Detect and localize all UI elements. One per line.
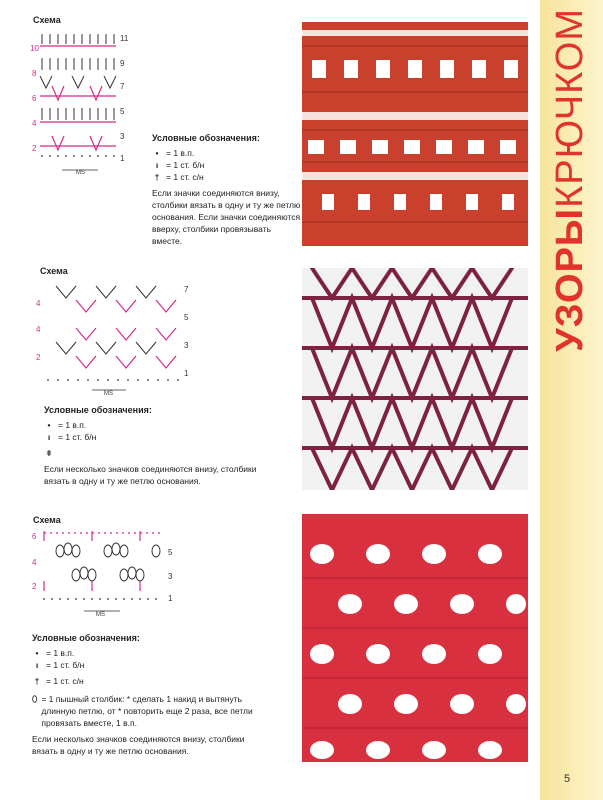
row-number: 3: [120, 132, 125, 141]
row-number: 7: [184, 285, 189, 294]
row-number: 9: [120, 59, 125, 68]
row-number: 1: [184, 369, 189, 378]
scheme-label-1: Схема: [33, 15, 61, 25]
legend-3: [32, 632, 272, 757]
row-number: 10: [30, 44, 39, 53]
row-number: 3: [168, 572, 173, 581]
row-number: 1: [120, 154, 125, 163]
row-number: 11: [120, 34, 129, 43]
row-number: 7: [120, 82, 125, 91]
legend-item: [32, 659, 272, 671]
legend-item-text: = 1 в.п.: [166, 148, 195, 158]
row-number: 5: [120, 107, 125, 116]
row-number: 4: [32, 119, 37, 128]
legend-title: Условные обозначения:: [32, 633, 140, 643]
legend-2: [44, 404, 284, 487]
sample-photo-2: [302, 268, 528, 490]
legend-note: Если значки соединяются внизу, столбики вязать в одну и ту же петлю основания. Если значки соединяются вверху, столбики провязывать вместе.: [152, 188, 301, 246]
row-number: 5: [168, 548, 173, 557]
ms-label: MS: [96, 612, 105, 618]
scheme-label-2: Схема: [40, 266, 68, 276]
row-number: 2: [36, 353, 41, 362]
legend-note: Если несколько значков соединяются внизу, столбики вязать в одну и ту же петлю основания.: [32, 734, 245, 756]
legend-item: [32, 693, 272, 729]
row-number: 6: [32, 94, 37, 103]
sample-photo-1: [302, 22, 528, 246]
chain-stitch-symbol: •: [155, 148, 159, 158]
row-number: 3: [184, 341, 189, 350]
row-number: 1: [168, 594, 173, 603]
row-number: 4: [36, 325, 41, 334]
legend-item: [44, 431, 284, 443]
joined-stitch-symbol: ǂ: [46, 448, 52, 458]
row-number: 2: [32, 144, 37, 153]
ms-label: MS: [76, 170, 85, 176]
sample-photo-3: [302, 514, 528, 762]
legend-title: Условные обозначения:: [44, 405, 152, 415]
double-crochet-symbol: †: [154, 172, 160, 182]
single-crochet-symbol: ı: [35, 660, 39, 670]
chain-stitch-symbol: •: [47, 420, 51, 430]
legend-item-text: = 1 пышный столбик: * сделать 1 накид и вытянуть длинную петлю, от * повторить еще 2 раза, все петли провязать вместе, 1 в.п.: [41, 694, 253, 728]
legend-item-text: = 1 в.п.: [58, 420, 87, 430]
legend-title: Условные обозначения:: [152, 133, 260, 143]
sidebar-title-bold: УЗОРЫ: [549, 207, 591, 352]
row-number: 8: [32, 69, 37, 78]
row-number: 6: [32, 532, 37, 541]
single-crochet-symbol: ı: [155, 160, 159, 170]
legend-item: [44, 447, 284, 459]
sidebar-title: [551, 8, 589, 352]
legend-item: [32, 647, 272, 659]
legend-item-text: = 1 ст. б/н: [58, 432, 97, 442]
sidebar-title-regular: КРЮЧКОМ: [549, 8, 591, 208]
crochet-diagram-2: [34, 278, 194, 398]
legend-item-text: = 1 ст. б/н: [166, 160, 205, 170]
legend-item: [152, 171, 302, 183]
crochet-diagram-1: [28, 28, 138, 176]
single-crochet-symbol: ı: [47, 432, 51, 442]
legend-1: [152, 132, 302, 247]
legend-item-text: = 1 ст. б/н: [46, 660, 85, 670]
legend-item: [32, 675, 272, 687]
crochet-diagram-3: [30, 527, 180, 619]
row-number: 5: [184, 313, 189, 322]
legend-item-text: = 1 в.п.: [46, 648, 75, 658]
page-number: 5: [564, 773, 571, 785]
legend-item: [152, 147, 302, 159]
legend-item-text: = 1 ст. с/н: [46, 676, 84, 686]
puff-stitch-icon: ⬯: [32, 694, 38, 704]
double-crochet-symbol: †: [34, 676, 40, 686]
legend-item-text: = 1 ст. с/н: [166, 172, 204, 182]
chain-stitch-symbol: •: [35, 648, 39, 658]
row-number: 4: [32, 558, 37, 567]
legend-item: [152, 159, 302, 171]
legend-item: [44, 419, 284, 431]
ms-label: MS: [104, 391, 113, 397]
row-number: 4: [36, 299, 41, 308]
legend-note: Если несколько значков соединяются внизу, столбики вязать в одну и ту же петлю основания.: [44, 464, 257, 486]
row-number: 2: [32, 582, 37, 591]
scheme-label-3: Схема: [33, 515, 61, 525]
